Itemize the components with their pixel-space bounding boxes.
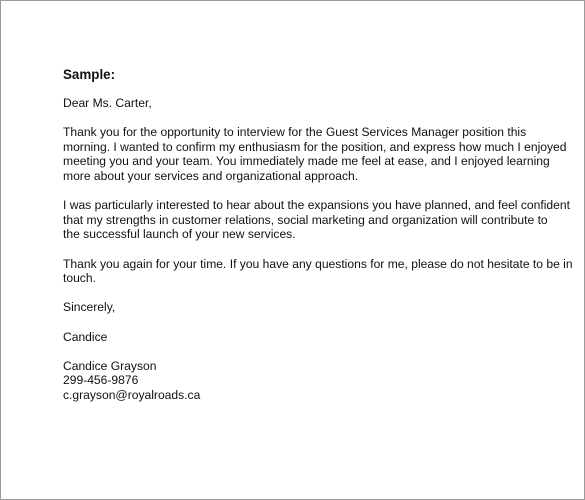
contact-name: Candice Grayson [63,358,157,373]
paragraph-line: morning. I wanted to confirm my enthusiasm for the position, and express how much I enjoyed [63,139,567,154]
contact-block [63,359,563,403]
paragraph-line: Thank you again for your time. If you have any questions for me, please do not hesitate to be in [63,256,573,271]
paragraph-line: touch. [63,271,96,286]
paragraph-line: meeting you and your team. You immediately made me feel at ease, and I enjoyed learning [63,154,550,169]
contact-phone: 299-456-9876 [63,373,139,388]
paragraph-expansions [63,198,570,242]
paragraph-line: more about your services and organizational approach. [63,168,359,183]
paragraph-line: that my strengths in customer relations, social marketing and organization will contribute to [63,212,548,227]
salutation: Dear Ms. Carter, [63,96,152,110]
contact-email: c.grayson@royalroads.ca [63,387,201,402]
sample-heading: Sample: [63,67,116,82]
paragraph-line: the successful launch of your new services. [63,227,296,242]
paragraph-line: Thank you for the opportunity to interview for the Guest Services Manager position this [63,125,527,140]
letter-body [63,67,573,402]
paragraph-thank-you [63,125,567,183]
closing: Sincerely, [63,300,116,315]
paragraph-line: I was particularly interested to hear about the expansions you have planned, and feel confident [63,198,570,213]
signature: Candice [63,329,108,344]
paragraph-thank-you-again [63,256,573,286]
